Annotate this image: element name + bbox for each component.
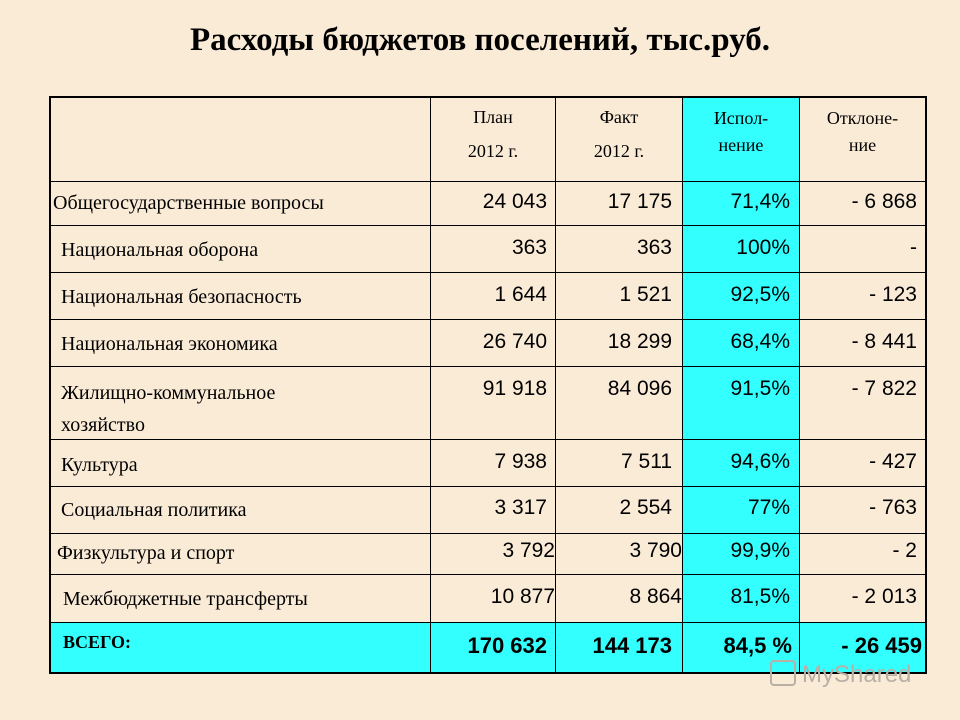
watermark-icon (770, 660, 796, 686)
fact-value: 2 554 (619, 496, 672, 519)
header-deviation: Отклоне- ние (826, 108, 899, 155)
deviation-value: - 2 (892, 539, 917, 562)
plan-value: 3 792 (502, 539, 555, 562)
fact-value: 3 790 (629, 539, 682, 562)
row-divider (51, 622, 925, 623)
row-divider (51, 366, 925, 367)
fact-value: 18 299 (607, 330, 672, 353)
fact-value: 7 511 (621, 450, 672, 473)
exec-value: 99,9% (730, 539, 790, 562)
budget-table (49, 96, 927, 674)
plan-value: 7 938 (494, 450, 547, 473)
fact-value: 84 096 (607, 377, 672, 400)
total-plan: 170 632 (467, 633, 547, 658)
exec-value: 81,5% (730, 585, 790, 608)
row-label: Общегосударственные вопросы (53, 192, 324, 214)
row-label: Национальная оборона (61, 239, 259, 261)
row-label: Физкультура и спорт (57, 542, 235, 564)
page-title: Расходы бюджетов поселений, тыс.руб. (189, 22, 771, 58)
row-divider (51, 574, 925, 575)
header-exec: Испол- нение (713, 108, 769, 155)
deviation-value: - 7 822 (851, 377, 917, 400)
header-fact: Факт 2012 г. (593, 107, 645, 161)
total-deviation: - 26 459 (841, 633, 922, 658)
plan-value: 91 918 (482, 377, 547, 400)
deviation-value: - 8 441 (851, 330, 917, 353)
row-divider (51, 225, 925, 226)
exec-value: 91,5% (730, 377, 790, 400)
deviation-value: - 427 (869, 450, 917, 473)
plan-value: 1 644 (494, 283, 547, 306)
row-divider (51, 181, 925, 182)
row-label: Социальная политика (61, 499, 247, 521)
total-exec: 84,5 % (723, 633, 792, 658)
plan-value: 10 877 (490, 585, 555, 608)
row-label: Национальная безопасность (61, 286, 302, 308)
row-divider (51, 533, 925, 534)
row-divider (51, 319, 925, 320)
watermark: MyShared (770, 660, 911, 689)
total-label: ВСЕГО: (63, 632, 132, 652)
deviation-value: - 123 (869, 283, 917, 306)
fact-value: 17 175 (607, 190, 672, 213)
deviation-value: - 6 868 (851, 190, 917, 213)
row-label: Жилищно-коммунальное хозяйство (61, 382, 276, 436)
plan-value: 363 (511, 236, 547, 259)
exec-value: 68,4% (730, 330, 790, 353)
plan-value: 26 740 (482, 330, 547, 353)
fact-value: 363 (636, 236, 672, 259)
fact-value: 1 521 (619, 283, 672, 306)
exec-value: 100% (736, 236, 790, 259)
fact-value: 8 864 (629, 585, 682, 608)
plan-value: 24 043 (482, 190, 547, 213)
deviation-value: - 763 (869, 496, 917, 519)
exec-value: 92,5% (730, 283, 790, 306)
exec-value: 71,4% (730, 190, 790, 213)
row-divider (51, 272, 925, 273)
plan-value: 3 317 (494, 496, 547, 519)
row-label: Культура (61, 454, 138, 476)
row-label: Межбюджетные трансферты (63, 588, 308, 610)
total-fact: 144 173 (592, 633, 672, 658)
exec-value: 94,6% (730, 450, 790, 473)
deviation-value: - 2 013 (851, 585, 917, 608)
row-divider (51, 486, 925, 487)
header-plan: План 2012 г. (467, 107, 519, 161)
deviation-value: - (910, 236, 917, 259)
row-label: Национальная экономика (61, 333, 278, 355)
exec-value: 77% (747, 496, 790, 519)
